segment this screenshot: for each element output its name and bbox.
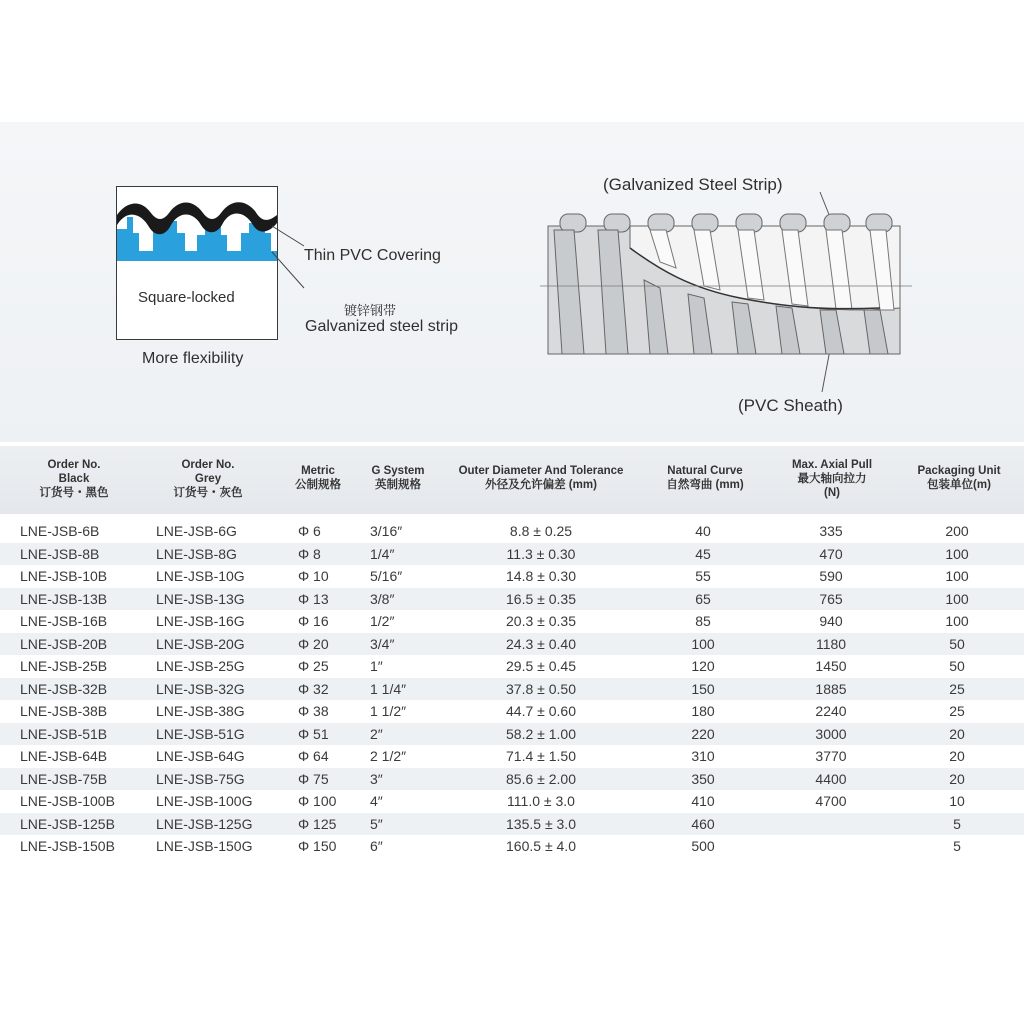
cell-outer-diameter: 20.3 ± 0.35	[506, 613, 576, 629]
cell-packaging-unit: 100	[945, 613, 969, 629]
cell-order-black: LNE-JSB-75B	[20, 770, 108, 787]
cell-metric: Φ 32	[298, 680, 329, 697]
cell-packaging-unit: 100	[945, 590, 969, 607]
header-natural-curve: Natural Curve 自然弯曲 (mm)	[666, 465, 744, 491]
cell-order-black: LNE-JSB-20B	[20, 635, 108, 652]
cell-natural-curve: 45	[695, 545, 711, 562]
cell-natural-curve: 40	[695, 523, 711, 539]
cell-outer-diameter: 29.5 ± 0.45	[506, 658, 576, 674]
table-row	[0, 813, 1024, 836]
header-order-grey: Order No. Grey 订货号・灰色	[173, 459, 243, 499]
cell-order-grey: LNE-JSB-13G	[156, 590, 245, 607]
cell-axial-pull: 470	[819, 545, 843, 562]
cell-packaging-unit: 5	[953, 815, 961, 832]
table-row	[0, 565, 1024, 588]
cell-order-black: LNE-JSB-13B	[20, 590, 108, 607]
cell-outer-diameter: 111.0 ± 3.0	[507, 793, 575, 809]
cell-natural-curve: 85	[695, 613, 711, 629]
steel-strip-label-en: Galvanized steel strip	[305, 318, 458, 335]
cell-outer-diameter: 37.8 ± 0.50	[506, 680, 576, 697]
cell-order-grey: LNE-JSB-51G	[156, 725, 245, 742]
cell-axial-pull: 1450	[815, 658, 847, 674]
cell-natural-curve: 180	[691, 703, 715, 719]
cell-outer-diameter: 8.8 ± 0.25	[509, 523, 573, 539]
cell-order-grey: LNE-JSB-10G	[156, 568, 245, 584]
cell-natural-curve: 310	[691, 748, 715, 764]
cell-order-grey: LNE-JSB-100G	[156, 793, 253, 809]
cell-order-grey: LNE-JSB-8G	[156, 545, 237, 562]
cell-metric: Φ 25	[298, 658, 329, 674]
cell-outer-diameter: 71.4 ± 1.50	[506, 748, 576, 764]
cell-axial-pull: 3000	[815, 725, 847, 742]
cell-natural-curve: 460	[691, 815, 715, 832]
square-locked-profile-icon	[117, 187, 277, 339]
cell-outer-diameter: 135.5 ± 3.0	[506, 815, 576, 832]
cell-g-system: 5/16″	[370, 568, 403, 584]
steel-strip-title: (Galvanized Steel Strip)	[603, 175, 783, 194]
table-row	[0, 835, 1024, 858]
table-row	[0, 768, 1024, 791]
table-row	[0, 543, 1024, 566]
cell-g-system: 1″	[370, 658, 383, 674]
cell-outer-diameter: 58.2 ± 1.00	[506, 725, 576, 742]
header-metric: Metric 公制规格	[295, 465, 341, 491]
cell-metric: Φ 16	[298, 613, 329, 629]
cell-axial-pull: 1885	[815, 680, 847, 697]
cell-metric: Φ 38	[298, 703, 329, 719]
header-packaging-unit: Packaging Unit 包装单位(m)	[917, 465, 1001, 491]
cell-metric: Φ 64	[298, 748, 329, 764]
cell-axial-pull: 3770	[815, 748, 847, 764]
cell-natural-curve: 410	[691, 793, 715, 809]
cell-metric: Φ 75	[298, 770, 329, 787]
cell-packaging-unit: 10	[949, 793, 965, 809]
cell-order-grey: LNE-JSB-16G	[156, 613, 245, 629]
cell-packaging-unit: 50	[949, 658, 965, 674]
cross-section-diagram	[116, 186, 278, 340]
cell-metric: Φ 13	[298, 590, 329, 607]
header-order-black: Order No. Black 订货号・黑色	[39, 459, 109, 499]
cell-packaging-unit: 20	[949, 770, 965, 787]
square-locked-label: Square-locked	[138, 289, 235, 306]
table-row	[0, 700, 1024, 723]
table-row	[0, 723, 1024, 746]
cell-g-system: 1/4″	[370, 545, 395, 562]
diagram-caption: More flexibility	[142, 350, 244, 367]
cell-natural-curve: 500	[691, 838, 715, 854]
cell-order-grey: LNE-JSB-25G	[156, 658, 245, 674]
cell-natural-curve: 120	[691, 658, 715, 674]
cell-g-system: 3″	[370, 770, 383, 787]
cell-metric: Φ 100	[298, 793, 337, 809]
table-row	[0, 745, 1024, 768]
cell-order-black: LNE-JSB-8B	[20, 545, 100, 562]
cell-natural-curve: 55	[695, 568, 711, 584]
cell-metric: Φ 125	[298, 815, 337, 832]
cell-order-black: LNE-JSB-32B	[20, 680, 108, 697]
cell-order-black: LNE-JSB-6B	[20, 523, 100, 539]
cell-packaging-unit: 200	[945, 523, 969, 539]
cell-g-system: 3/8″	[370, 590, 395, 607]
cell-outer-diameter: 24.3 ± 0.40	[506, 635, 576, 652]
leader-lines-icon	[270, 222, 310, 292]
cell-order-black: LNE-JSB-125B	[20, 815, 115, 832]
cell-natural-curve: 150	[691, 680, 715, 697]
cell-order-grey: LNE-JSB-64G	[156, 748, 245, 764]
table-row	[0, 678, 1024, 701]
cell-packaging-unit: 100	[945, 568, 969, 584]
cell-g-system: 2 1/2″	[370, 748, 407, 764]
cell-packaging-unit: 25	[949, 703, 965, 719]
cell-outer-diameter: 85.6 ± 2.00	[506, 770, 576, 787]
cell-order-black: LNE-JSB-150B	[20, 838, 115, 854]
conduit-tube-illustration	[540, 170, 920, 400]
table-row	[0, 610, 1024, 633]
cell-metric: Φ 51	[298, 725, 329, 742]
cell-order-grey: LNE-JSB-6G	[156, 523, 237, 539]
cell-natural-curve: 100	[691, 635, 715, 652]
cell-order-black: LNE-JSB-10B	[20, 568, 108, 584]
table-row	[0, 520, 1024, 543]
cell-axial-pull: 940	[819, 613, 843, 629]
cell-g-system: 1/2″	[370, 613, 395, 629]
cell-axial-pull: 2240	[815, 703, 847, 719]
cell-axial-pull: 4700	[815, 793, 847, 809]
cell-g-system: 3/16″	[370, 523, 403, 539]
cell-packaging-unit: 100	[945, 545, 969, 562]
cell-outer-diameter: 160.5 ± 4.0	[506, 838, 576, 854]
cell-packaging-unit: 20	[949, 748, 965, 764]
cell-packaging-unit: 20	[949, 725, 965, 742]
cell-order-black: LNE-JSB-64B	[20, 748, 108, 764]
cell-axial-pull: 335	[819, 523, 843, 539]
cell-natural-curve: 350	[691, 770, 715, 787]
cell-metric: Φ 10	[298, 568, 329, 584]
cell-g-system: 5″	[370, 815, 383, 832]
cell-order-grey: LNE-JSB-75G	[156, 770, 245, 787]
cell-packaging-unit: 50	[949, 635, 965, 652]
cell-natural-curve: 220	[691, 725, 715, 742]
cell-order-black: LNE-JSB-51B	[20, 725, 108, 742]
table-row	[0, 790, 1024, 813]
cell-outer-diameter: 14.8 ± 0.30	[506, 568, 576, 584]
cell-order-black: LNE-JSB-100B	[20, 793, 115, 809]
header-axial-pull: Max. Axial Pull 最大轴向拉力 (N)	[791, 459, 873, 499]
cell-order-black: LNE-JSB-25B	[20, 658, 108, 674]
header-g-system: G System 英制规格	[371, 465, 425, 491]
cell-axial-pull: 590	[819, 568, 843, 584]
cell-order-black: LNE-JSB-38B	[20, 703, 108, 719]
cell-outer-diameter: 44.7 ± 0.60	[506, 703, 576, 719]
cell-metric: Φ 20	[298, 635, 329, 652]
cell-g-system: 6″	[370, 838, 383, 854]
cell-axial-pull: 765	[819, 590, 843, 607]
cell-order-grey: LNE-JSB-20G	[156, 635, 245, 652]
table-row	[0, 633, 1024, 656]
cell-metric: Φ 150	[298, 838, 337, 854]
cell-outer-diameter: 16.5 ± 0.35	[506, 590, 576, 607]
cell-order-grey: LNE-JSB-38G	[156, 703, 245, 719]
table-row	[0, 588, 1024, 611]
cell-axial-pull: 1180	[815, 635, 847, 652]
cell-order-grey: LNE-JSB-32G	[156, 680, 245, 697]
cell-g-system: 1 1/2″	[370, 703, 407, 719]
cell-order-grey: LNE-JSB-150G	[156, 838, 253, 854]
cell-order-grey: LNE-JSB-125G	[156, 815, 253, 832]
table-row	[0, 655, 1024, 678]
cell-g-system: 3/4″	[370, 635, 395, 652]
cell-g-system: 1 1/4″	[370, 680, 407, 697]
pvc-sheath-title: (PVC Sheath)	[738, 396, 843, 415]
cell-axial-pull: 4400	[815, 770, 847, 787]
cell-packaging-unit: 25	[949, 680, 965, 697]
cell-g-system: 2″	[370, 725, 383, 742]
pvc-covering-label: Thin PVC Covering	[304, 247, 441, 264]
cell-outer-diameter: 11.3 ± 0.30	[506, 545, 576, 562]
cell-metric: Φ 8	[298, 545, 321, 562]
cell-order-black: LNE-JSB-16B	[20, 613, 108, 629]
header-outer-diameter: Outer Diameter And Tolerance 外径及允许偏差 (mm)	[458, 465, 624, 491]
cell-packaging-unit: 5	[953, 838, 961, 854]
steel-strip-label-cn: 镀锌钢带	[344, 303, 397, 318]
cell-natural-curve: 65	[695, 590, 711, 607]
cell-metric: Φ 6	[298, 523, 321, 539]
cell-g-system: 4″	[370, 793, 383, 809]
